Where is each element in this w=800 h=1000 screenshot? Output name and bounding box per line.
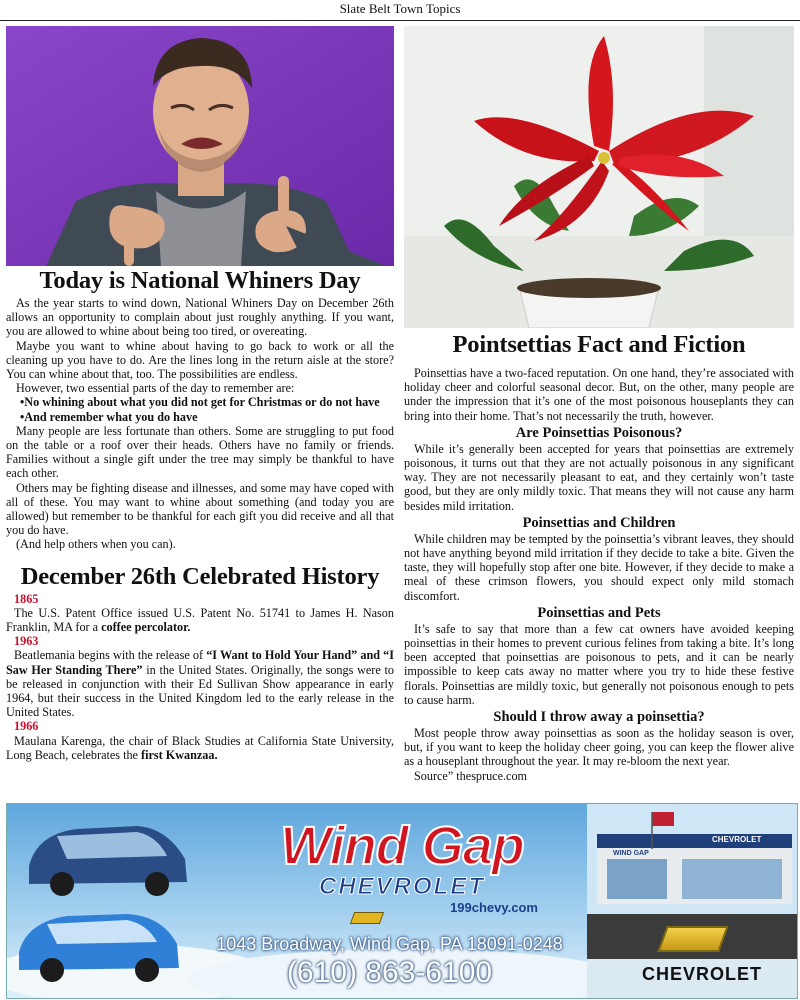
poinsettia-source: Source” thespruce.com (414, 768, 528, 783)
whiners-paragraph: Many people are less fortunate than others. Some are struggling to put food on the table or a roof over their heads. Others have no family or friends. Families without a single gift under the tree may simply be thankful to have each other. (6, 423, 394, 481)
poinsettia-paragraph: While it’s generally been accepted for years that poinsettias are extremely poisonous, it turns out that they are not actually poisonous in any significant way. They are not necessarily pleasant to eat, and they certainly won’t taste good, but they are only mildly toxic. That means they will not cause any harm besides mild irritation. (404, 441, 794, 513)
poinsettia-paragraph: Most people throw away poinsettias as soon as the holiday season is over, but, if you want to keep the holiday cheer going, you can keep the flower alive as a houseplant throughout the year. It may re-bloom the next year. (404, 726, 794, 769)
history-event: Maulana Karenga, the chair of Black Studies at California State University, Long Beach, celebrates the first Kwanzaa. (6, 733, 394, 762)
dealer-banner: WIND GAP (613, 850, 649, 857)
masthead-title: Slate Belt Town Topics (339, 1, 461, 16)
whiners-paragraph: However, two essential parts of the day to remember are: (16, 381, 295, 396)
poinsettia-subheading: Poinsettias and Children (522, 514, 676, 531)
whiners-photo (6, 26, 394, 266)
poinsettia-paragraph: Poinsettias have a two-faced reputation. On one hand, they’re associated with holiday cheer and colorful seasonal decor. But, on the other, many people are under the impression that it’s one of the most poisonous houseplants they can bring into their home. That’s not necessarily the truth, however. (404, 366, 794, 423)
logo-wind-gap: Wind Gap (280, 816, 524, 876)
history-event: The U.S. Patent Office issued U.S. Patent No. 51741 to James H. Nason Franklin, MA for a coffee percolator. (6, 605, 394, 635)
history-year: 1865 (14, 591, 39, 606)
whiners-bullet: • And remember what you do have (20, 410, 394, 424)
dealer-sign: CHEVROLET (712, 835, 762, 844)
history-headline: December 26th Celebrated History (20, 562, 380, 590)
whining-man-image (6, 26, 394, 266)
whiners-paragraph: As the year starts to wind down, National Whiners Day on December 26th allows an opportunity to complain about just roughly anything. If you want, you are allowed to whine about being too tired, or overeating. (6, 296, 394, 339)
masthead (0, 0, 800, 21)
ad-phone[interactable]: (610) 863-6100 (286, 956, 493, 989)
logo-chevrolet: CHEVROLET (318, 873, 485, 900)
chevrolet-bowtie-icon (350, 912, 384, 924)
right-column (404, 26, 794, 783)
poinsettia-image (404, 26, 794, 328)
poinsettia-headline: Pointsettias Fact and Fiction (452, 331, 746, 358)
whiners-bullet-list (6, 395, 394, 423)
ad-website[interactable]: 199chevy.com (450, 900, 538, 915)
ad-brand: CHEVROLET (641, 964, 762, 984)
poinsettia-paragraph: It’s safe to say that more than a few cat owners have avoided keeping poinsettias in their homes to prevent curious felines from taking a bite. It’s long been accepted that poinsettias are poisonous to pets, and it can be nearly impossible to keep cats away no matter where you try to hide these festive florals. Poinsettias are mildly toxic, but generally not poisonous enough to pets to cause harm. (404, 621, 794, 707)
poinsettia-subheading: Should I throw away a poinsettia? (493, 709, 705, 726)
whiners-paragraph: (And help others when you can). (16, 537, 176, 552)
poinsettia-subheading: Are Poinsettias Poisonous? (515, 424, 683, 441)
history-event: Beatlemania begins with the release of “I Want to Hold Your Hand” and “I Saw Her Standing There” in the United States. Originally, the songs were to be released in conjunction with their Ed Sullivan Show appearance in early 1964, but their success in the United Kingdom led to the early release in the United States. (6, 648, 395, 720)
whiners-paragraph: Maybe you want to whine about having to go back to work or all the cleaning up you have to do. Are the lines long in the return aisle at the store? You can whine about that, too. The possibilities are endless. (6, 338, 394, 382)
left-column (6, 26, 394, 762)
poinsettia-subheading: Poinsettias and Pets (537, 604, 661, 621)
poinsettia-photo (404, 26, 794, 328)
poinsettia-paragraph: While children may be tempted by the poinsettia’s vibrant leaves, they should not have anything beyond mild irritation if they decide to take a bite. Given the taste, they will hopefully stop after one bite. However, if they decide to make a meal of these crimson flowers, you should expect only mild stomach discomfort. (404, 531, 794, 603)
history-list (6, 592, 394, 762)
ad-logo (242, 818, 562, 915)
wind-gap-chevrolet-ad[interactable] (6, 803, 798, 999)
whiners-paragraph: Others may be fighting disease and illnesses, and some may have coped with all of these. You may want to whine about something (and today you are allowed) but remember to be thankful for each gift you did receive and all that you do have. (6, 480, 394, 538)
chevrolet-bowtie-large-icon (657, 926, 728, 952)
ad-address: 1043 Broadway, Wind Gap, PA 18091-0248 (216, 934, 563, 954)
history-year: 1963 (14, 634, 39, 649)
history-year: 1966 (14, 719, 39, 734)
whiners-headline: Today is National Whiners Day (39, 267, 361, 294)
whiners-bullet: • No whining about what you did not get for Christmas or do not have (20, 395, 394, 409)
